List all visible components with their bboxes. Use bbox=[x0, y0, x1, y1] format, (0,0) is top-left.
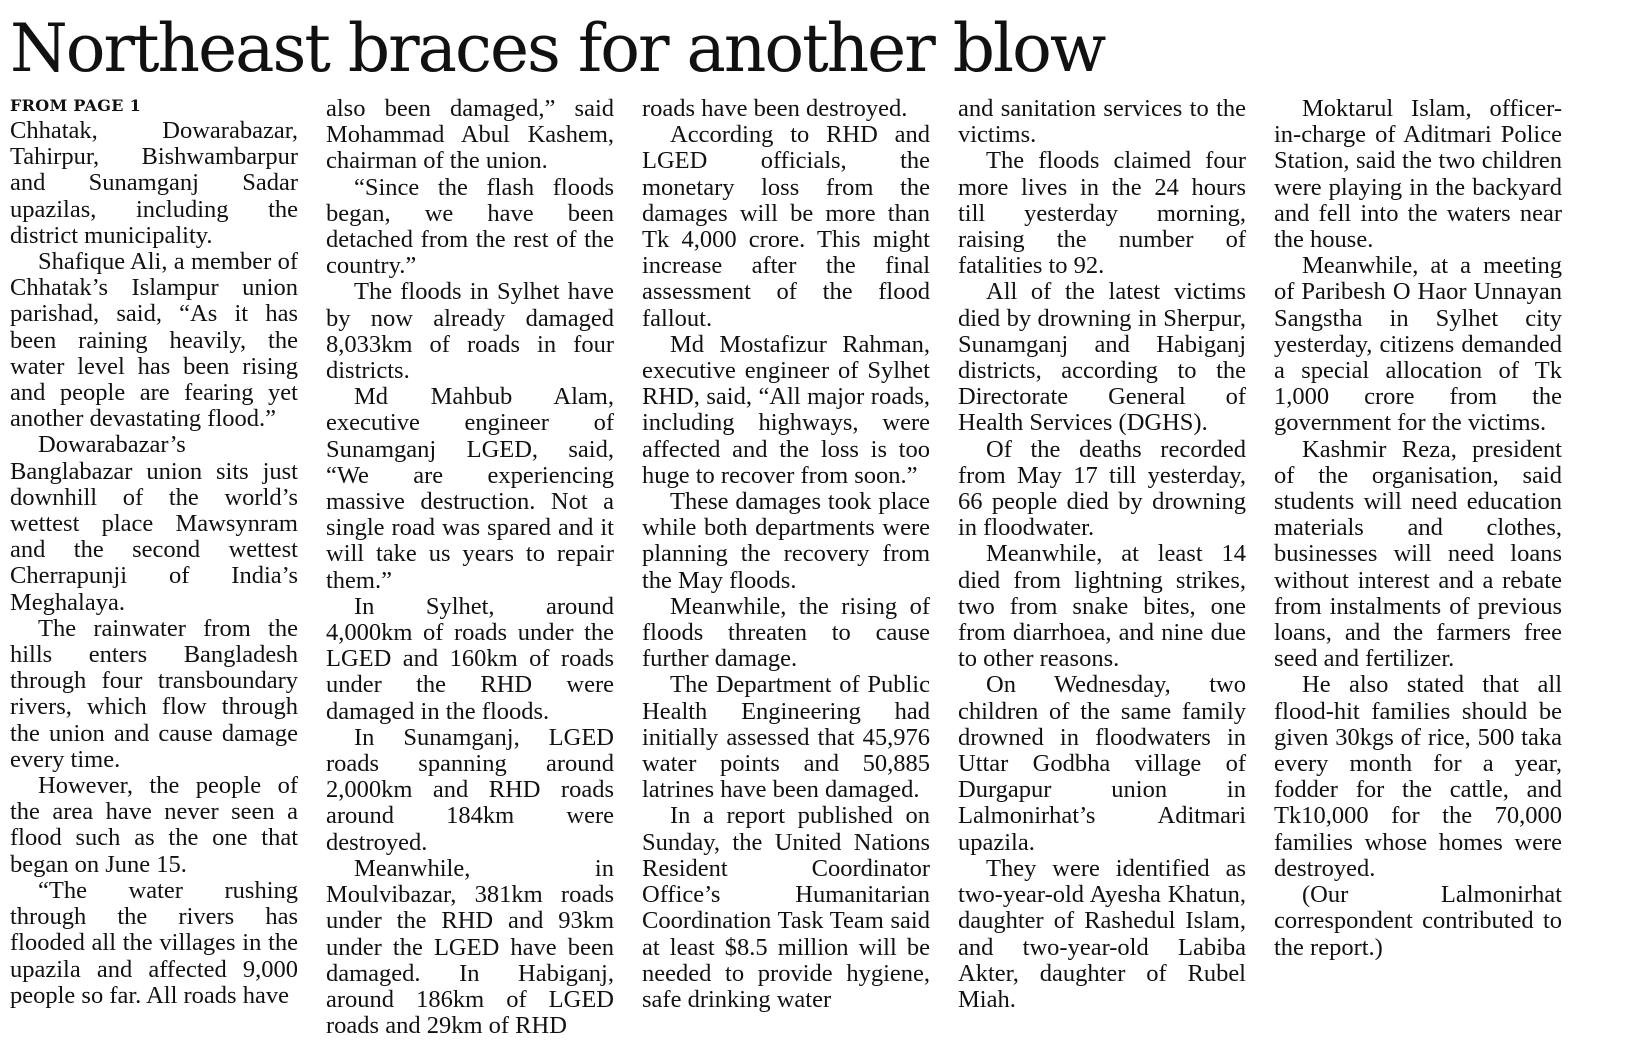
paragraph: Of the deaths recorded from May 17 till yesterday, 66 people died by drowning in floodwater. bbox=[958, 435, 1246, 542]
paragraph: Shafique Ali, a member of Chhatak’s Islampur union parishad, said, “As it has been raining heavily, the water level has been rising and people are fearing yet another devastating flood.” bbox=[10, 248, 298, 433]
column-4 bbox=[958, 96, 1246, 1039]
paragraph: Meanwhile, in Moulvibazar, 381km roads under the RHD and 93km under the LGED have been damaged. In Habiganj, around 186km of LGED roads and 29km of RHD bbox=[326, 854, 614, 1040]
paragraph: “Since the flash floods began, we have been detached from the rest of the country.” bbox=[326, 173, 614, 280]
paragraph: Moktarul Islam, officer-in-charge of Aditmari Police Station, said the two children were playing in the backyard and fell into the waters near the house. bbox=[1274, 95, 1562, 254]
continued-from-label: FROM PAGE 1 bbox=[10, 96, 142, 115]
paragraph: Chhatak, Dowarabazar, Tahirpur, Bishwambarpur and Sunamganj Sadar upazilas, including the district municipality. bbox=[10, 117, 298, 249]
paragraph: “The water rushing through the rivers has flooded all the villages in the upazila and affected 9,000 people so far. All roads have bbox=[10, 876, 298, 1009]
paragraph: Kashmir Reza, president of the organisation, said students will need education materials and clothes, businesses will need loans without interest and a rebate from instalments of previous loans, and the farmers free seed and fertilizer. bbox=[1274, 435, 1562, 673]
paragraph: All of the latest victims died by drowning in Sherpur, Sunamganj and Habiganj districts, according to the Directorate General of Health Services (DGHS). bbox=[958, 278, 1246, 437]
paragraph: They were identified as two-year-old Ayesha Khatun, daughter of Rashedul Islam, and two-year-old Labiba Akter, daughter of Rubel Miah. bbox=[958, 854, 1246, 1013]
paragraph: The rainwater from the hills enters Bangladesh through four transboundary rivers, which flow through the union and cause damage every time. bbox=[10, 614, 298, 773]
paragraph: Md Mostafizur Rahman, executive engineer of Sylhet RHD, said, “All major roads, including highways, were affected and the loss is too huge to recover from soon.” bbox=[642, 330, 930, 489]
paragraph: Dowarabazar’s Banglabazar union sits just downhill of the world’s wettest place Mawsynram and the second wettest Cherrapunji of India’s Meghalaya. bbox=[10, 431, 298, 616]
paragraph: In Sylhet, around 4,000km of roads under the LGED and 160km of roads under the RHD were damaged in the floods. bbox=[326, 592, 614, 725]
paragraph: In a report published on Sunday, the United Nations Resident Coordinator Office’s Humanitarian Coordination Task Team said at least $8.5 million will be needed to provide hygiene, safe drinking water bbox=[642, 802, 930, 1013]
column-2 bbox=[326, 96, 614, 1039]
paragraph: and sanitation services to the victims. bbox=[958, 95, 1246, 149]
paragraph: These damages took place while both departments were planning the recovery from the May floods. bbox=[642, 488, 930, 594]
paragraph: The floods in Sylhet have by now already damaged 8,033km of roads in four districts. bbox=[326, 278, 614, 385]
column-1 bbox=[10, 96, 298, 1039]
paragraph: In Sunamganj, LGED roads spanning around 2,000km and RHD roads around 184km were destroyed. bbox=[326, 723, 614, 856]
column-3 bbox=[642, 96, 930, 1039]
paragraph: Meanwhile, the rising of floods threaten to cause further damage. bbox=[642, 592, 930, 673]
paragraph: Meanwhile, at a meeting of Paribesh O Haor Unnayan Sangstha in Sylhet city yesterday, citizens demanded a special allocation of Tk 1,000 crore from the government for the victims. bbox=[1274, 252, 1562, 437]
paragraph: Md Mahbub Alam, executive engineer of Sunamganj LGED, said, “We are experiencing massive destruction. Not a single road was spared and it will take us years to repair them.” bbox=[326, 383, 614, 594]
paragraph: He also stated that all flood-hit families should be given 30kgs of rice, 500 taka every month for a year, fodder for the cattle, and Tk10,000 for the 70,000 families whose homes were destroyed. bbox=[1274, 671, 1562, 882]
paragraph: Meanwhile, at least 14 died from lightning strikes, two from snake bites, one from diarrhoea, and nine due to other reasons. bbox=[958, 540, 1246, 673]
paragraph: According to RHD and LGED officials, the monetary loss from the damages will be more than Tk 4,000 crore. This might increase after the final assessment of the flood fallout. bbox=[642, 121, 930, 332]
article-columns bbox=[10, 96, 1624, 1039]
paragraph: roads have been destroyed. bbox=[642, 95, 908, 122]
paragraph: However, the people of the area have never seen a flood such as the one that began on June 15. bbox=[10, 772, 298, 878]
paragraph: also been damaged,” said Mohammad Abul Kashem, chairman of the union. bbox=[326, 95, 614, 175]
paragraph: On Wednesday, two children of the same family drowned in floodwaters in Uttar Godbha village of Durgapur union in Lalmonirhat’s Aditmari upazila. bbox=[958, 671, 1246, 856]
paragraph: The Department of Public Health Engineering had initially assessed that 45,976 water points and 50,885 latrines have been damaged. bbox=[642, 671, 930, 804]
paragraph: (Our Lalmonirhat correspondent contributed to the report.) bbox=[1274, 881, 1562, 961]
paragraph: The floods claimed four more lives in the 24 hours till yesterday morning, raising the number of fatalities to 92. bbox=[958, 147, 1246, 280]
column-5 bbox=[1274, 96, 1562, 1039]
headline: Northeast braces for another blow bbox=[10, 10, 1105, 87]
